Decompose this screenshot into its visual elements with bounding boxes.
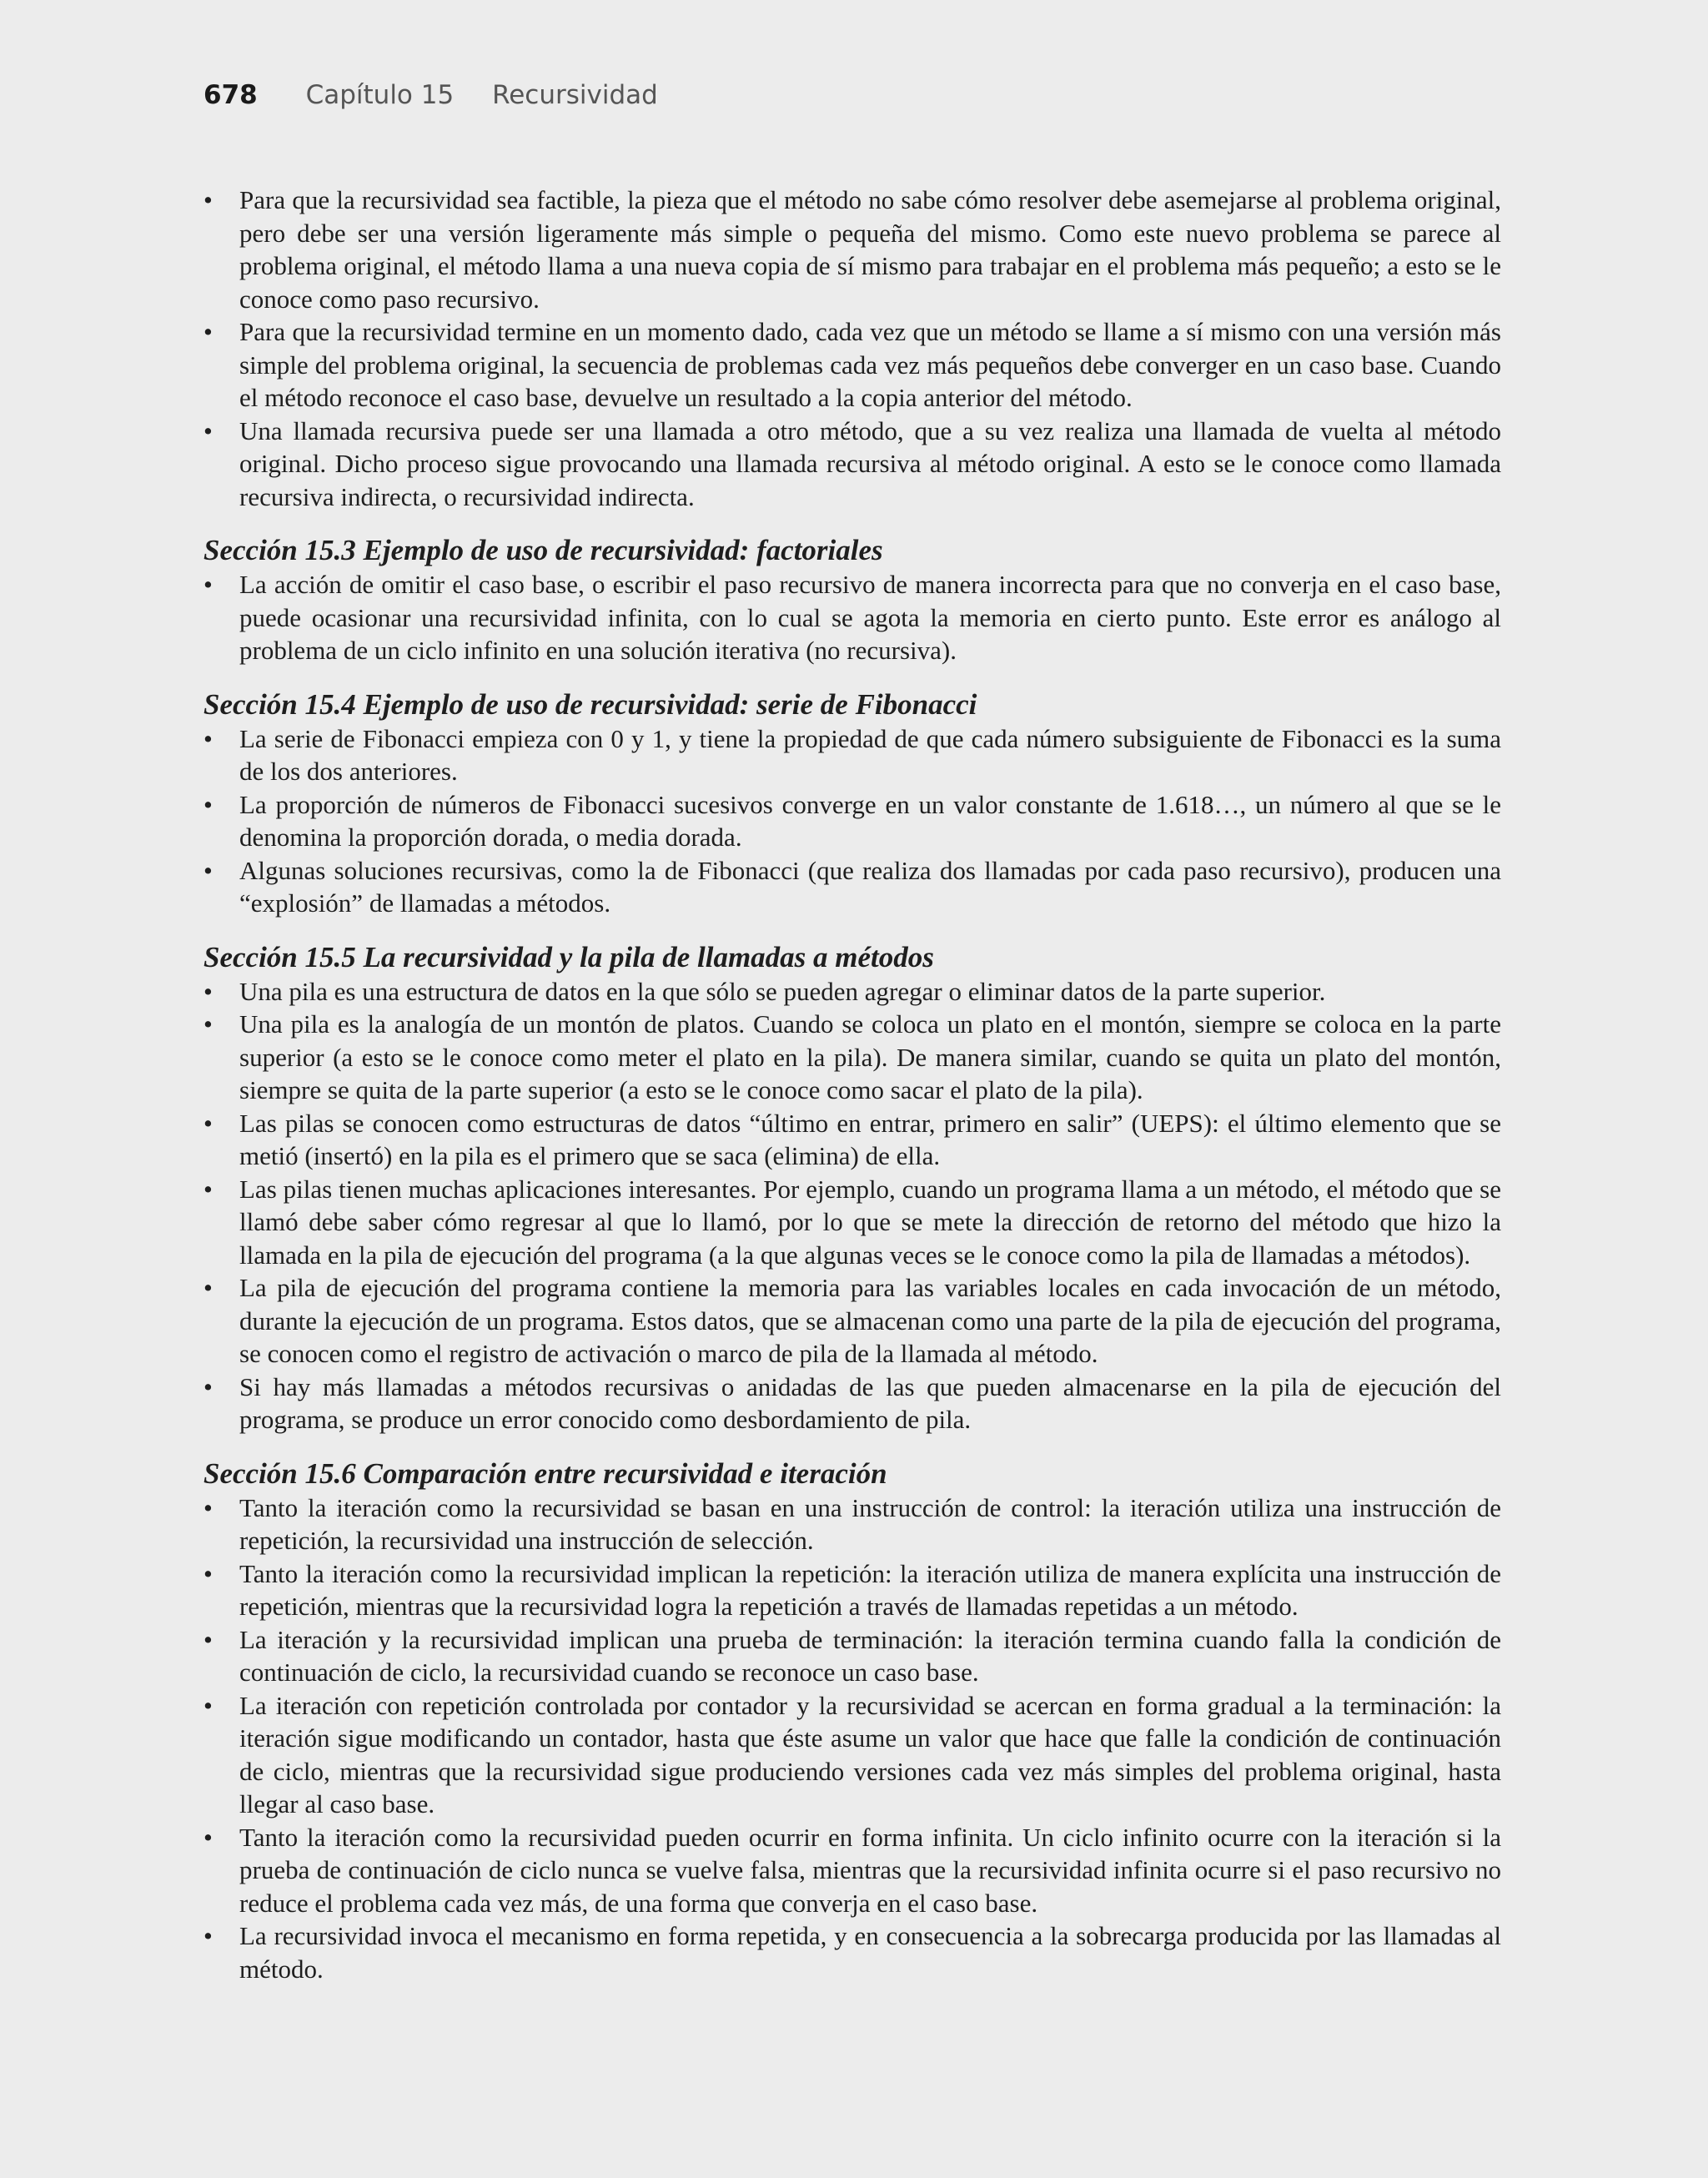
list-item: • Una pila es una estructura de datos en la que sólo se pueden agregar o eliminar datos de la parte superior. [203,975,1501,1009]
list-item: • La acción de omitir el caso base, o escribir el paso recursivo de manera incorrecta para que no converja en el caso base, puede ocasionar una recursividad infinita, con lo cual se agota la memoria en cierto punto. Este error es análogo al problema de un ciclo infinito en una solución iterativa (no recursiva). [203,568,1501,667]
page-body [203,184,1501,1985]
intro-block [203,184,1501,513]
list-item: • Tanto la iteración como la recursividad se basan en una instrucción de control: la iteración utiliza una instrucción de repetición, la recursividad una instrucción de selección. [203,1491,1501,1557]
section-heading: Sección 15.4 Ejemplo de uso de recursividad: serie de Fibonacci [203,687,977,721]
chapter-title: Recursividad [492,80,658,110]
bullet-list [203,184,1501,513]
section-heading: Sección 15.3 Ejemplo de uso de recursividad: factoriales [203,534,883,566]
section-15-4 [203,687,1501,920]
list-item: • La iteración y la recursividad implican una prueba de terminación: la iteración termina cuando falla la condición de continuación de ciclo, la recursividad cuando se reconoce un caso base. [203,1623,1501,1689]
running-head [203,80,658,110]
section-15-5 [203,940,1501,1436]
list-item: • La recursividad invoca el mecanismo en forma repetida, y en consecuencia a la sobrecarga producida por las llamadas al método. [203,1919,1501,1985]
bullet-list [203,722,1501,920]
list-item: • Una pila es la analogía de un montón de platos. Cuando se coloca un plato en el montón, siempre se coloca en la parte superior (a esto se le conoce como meter el plato en la pila). De manera similar, cuando se quita un plato del montón, siempre se quita de la parte superior (a esto se le conoce como sacar el plato de la pila). [203,1008,1501,1107]
section-heading: Sección 15.5 La recursividad y la pila de llamadas a métodos [203,940,934,973]
list-item: • La iteración con repetición controlada por contador y la recursividad se acercan en forma gradual a la terminación: la iteración sigue modificando un contador, hasta que éste asume un valor que hace que falle la condición de continuación de ciclo, mientras que la recursividad sigue produciendo versiones cada vez más simples del problema original, hasta llegar al caso base. [203,1689,1501,1821]
list-item: • Las pilas tienen muchas aplicaciones interesantes. Por ejemplo, cuando un programa llama a un método, el método que se llamó debe saber cómo regresar al que lo llamó, por lo que se mete la dirección de retorno del método que hizo la llamada en la pila de ejecución del programa (a la que algunas veces se le conoce como la pila de llamadas a métodos). [203,1173,1501,1272]
list-item: • La pila de ejecución del programa contiene la memoria para las variables locales en cada invocación de un método, durante la ejecución de un programa. Estos datos, que se almacenan como una parte de la pila de ejecución del programa, se conocen como el registro de activación o marco de pila de la llamada al método. [203,1271,1501,1371]
list-item: • Una llamada recursiva puede ser una llamada a otro método, que a su vez realiza una llamada de vuelta al método original. Dicho proceso sigue provocando una llamada recursiva al método original. A esto se le conoce como llamada recursiva indirecta, o recursividad indirecta. [203,415,1501,514]
bullet-list [203,1491,1501,1986]
chapter-label: Capítulo 15 [305,80,455,110]
section-15-6 [203,1456,1501,1986]
list-item: • Algunas soluciones recursivas, como la de Fibonacci (que realiza dos llamadas por cada paso recursivo), producen una “explosión” de llamadas a métodos. [203,854,1501,920]
list-item: • Si hay más llamadas a métodos recursivas o anidadas de las que pueden almacenarse en la pila de ejecución del programa, se produce un error conocido como desbordamiento de pila. [203,1371,1501,1436]
section-15-3 [203,533,1501,667]
page-number: 678 [203,80,258,110]
bullet-list [203,568,1501,667]
list-item: • Para que la recursividad sea factible, la pieza que el método no sabe cómo resolver debe asemejarse al problema original, pero debe ser una versión ligeramente más simple o pequeña del mismo. Como este nuevo problema se parece al problema original, el método llama a una nueva copia de sí mismo para trabajar en el problema más pequeño; a esto se le conoce como paso recursivo. [203,184,1501,315]
bullet-list [203,975,1501,1436]
list-item: • La proporción de números de Fibonacci sucesivos converge en un valor constante de 1.618…, un número al que se le denomina la proporción dorada, o media dorada. [203,788,1501,854]
list-item: • Tanto la iteración como la recursividad implican la repetición: la iteración utiliza de manera explícita una instrucción de repetición, mientras que la recursividad logra la repetición a través de llamadas repetidas a un método. [203,1557,1501,1623]
list-item: • Para que la recursividad termine en un momento dado, cada vez que un método se llame a sí mismo con una versión más simple del problema original, la secuencia de problemas cada vez más pequeños debe converger en un caso base. Cuando el método reconoce el caso base, devuelve un resultado a la copia anterior del método. [203,315,1501,415]
list-item: • La serie de Fibonacci empieza con 0 y 1, y tiene la propiedad de que cada número subsiguiente de Fibonacci es la suma de los dos anteriores. [203,722,1501,788]
list-item: • Las pilas se conocen como estructuras de datos “último en entrar, primero en salir” (UEPS): el último elemento que se metió (insertó) en la pila es el primero que se saca (elimina) de ella. [203,1107,1501,1173]
section-heading: Sección 15.6 Comparación entre recursividad e iteración [203,1456,887,1490]
list-item: • Tanto la iteración como la recursividad pueden ocurrir en forma infinita. Un ciclo infinito ocurre con la iteración si la prueba de continuación de ciclo nunca se vuelve falsa, mientras que la recursividad infinita ocurre si el paso recursivo no reduce el problema cada vez más, de una forma que converja en el caso base. [203,1821,1501,1920]
